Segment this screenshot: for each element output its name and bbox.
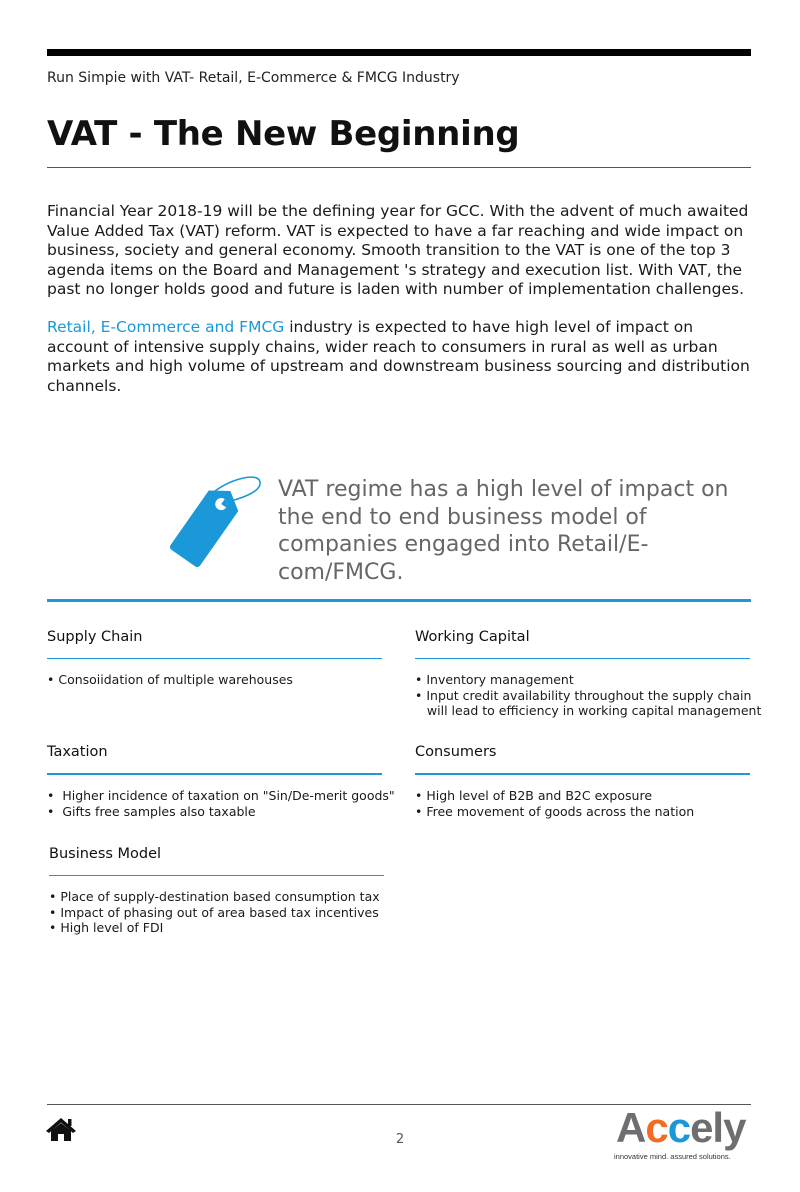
section-rule xyxy=(47,773,382,775)
list-item: • High level of FDI xyxy=(49,920,164,935)
section-rule xyxy=(49,875,384,876)
section-items xyxy=(49,889,384,936)
industry-paragraph-rest: industry is expected to have high level of impact on account of intensive supply chains, wider reach to consumers in rural as well as urban markets and high volume of upstream and downstream business sourcing and distribution channels. xyxy=(47,318,750,395)
section-items xyxy=(47,672,382,688)
logo-tagline: innovative mind. assured solutions. xyxy=(614,1152,731,1161)
industry-paragraph xyxy=(47,318,757,396)
top-rule xyxy=(47,49,751,56)
logo-letter: ely xyxy=(690,1104,746,1151)
callout-text: VAT regime has a high level of impact on the end to end business model of companies engaged into Retail/E-com/FMCG. xyxy=(278,477,729,585)
section-items xyxy=(415,672,762,719)
list-item: will lead to efficiency in working capital management xyxy=(415,703,762,718)
company-logo xyxy=(616,1104,752,1161)
section-title: Working Capital xyxy=(415,629,530,645)
list-item: • Inventory management xyxy=(415,672,574,687)
home-icon[interactable] xyxy=(45,1116,77,1142)
section-items xyxy=(47,788,395,819)
section-supply-chain xyxy=(47,629,382,688)
section-rule xyxy=(415,773,750,775)
section-taxation xyxy=(47,744,395,819)
section-title: Supply Chain xyxy=(47,629,143,645)
section-title: Business Model xyxy=(49,846,162,862)
section-title: Consumers xyxy=(415,744,497,760)
logo-letter: c xyxy=(667,1104,691,1151)
section-title: Taxation xyxy=(47,744,108,760)
section-rule xyxy=(47,658,382,659)
running-header: Run Simpie with VAT- Retail, E-Commerce & FMCG Industry xyxy=(47,70,460,86)
price-tag-icon xyxy=(160,472,270,572)
logo-letter: c xyxy=(645,1104,668,1151)
list-item: • Impact of phasing out of area based tax incentives xyxy=(49,904,379,920)
page-title: VAT - The New Beginning xyxy=(47,114,520,154)
list-item: • Input credit availability throughout the supply chain xyxy=(415,687,752,703)
section-rule xyxy=(415,658,750,659)
section-consumers xyxy=(415,744,750,819)
list-item: • Place of supply-destination based consumption tax xyxy=(49,889,380,904)
page-number: 2 xyxy=(395,1132,405,1147)
list-item: • Consoiidation of multiple warehouses xyxy=(47,672,293,687)
section-items xyxy=(415,788,750,819)
intro-paragraph: Financial Year 2018-19 will be the defining year for GCC. With the advent of much awaited Value Added Tax (VAT) reform. VAT is expected to have a far reaching and wide impact on business, society and general economy. Smooth transition to the VAT is one of the top 3 agenda items on the Board and Management 's strategy and execution list. With VAT, the past no longer holds good and future is laden with number of implementation challenges. xyxy=(47,202,749,298)
logo-letter: A xyxy=(616,1104,646,1151)
list-item: • Gifts free samples also taxable xyxy=(47,803,256,819)
section-business-model xyxy=(49,846,384,936)
logo-wordmark xyxy=(616,1104,752,1152)
list-item: • Free movement of goods across the nation xyxy=(415,803,695,819)
list-item: • High level of B2B and B2C exposure xyxy=(415,788,653,803)
section-divider xyxy=(47,599,751,602)
section-working-capital xyxy=(415,629,762,719)
list-item: • Higher incidence of taxation on "Sin/De-merit goods" xyxy=(47,788,395,803)
title-divider xyxy=(47,167,751,168)
industry-highlight: Retail, E-Commerce and FMCG xyxy=(47,318,285,336)
